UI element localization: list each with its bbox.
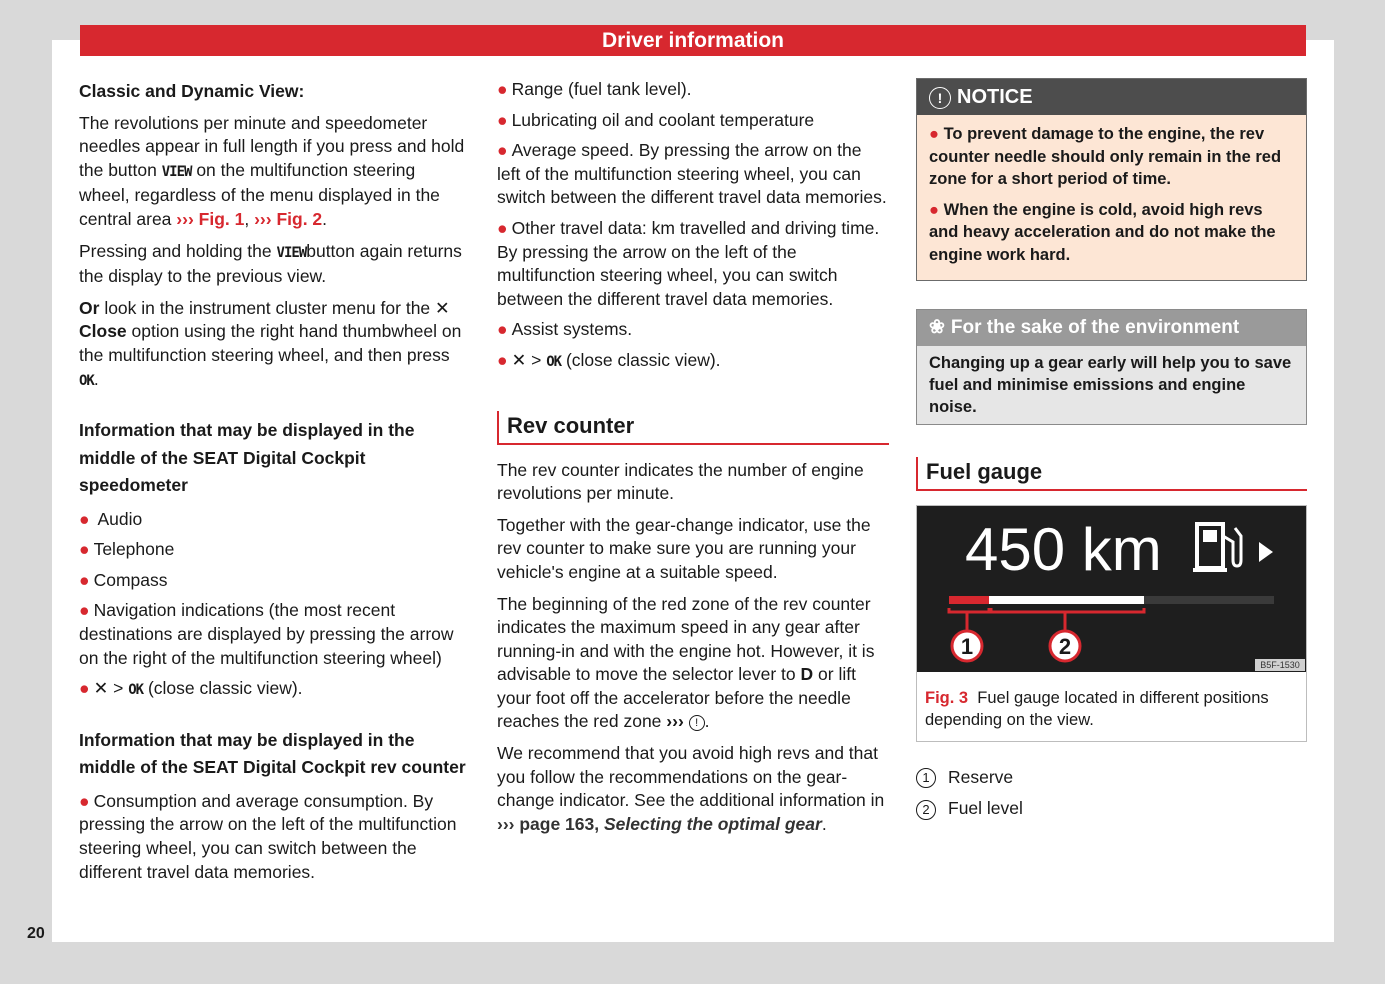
legend-item: 2 Fuel level bbox=[916, 797, 1307, 821]
paragraph-rev-3: The beginning of the red zone of the rev counter indicates the maximum speed in any gear after running-in and with the engine hot. However, it is advisable to move the selector lever to D or lift your foot off the accelerator before the needle reaches the red zone ››› ! . bbox=[497, 593, 875, 732]
list-item: ● ✕ > OK (close classic view). bbox=[79, 678, 303, 699]
paragraph-rev-2: Together with the gear-change indicator, use the rev counter to make sure you are running your vehicle's engine at a suitable speed. bbox=[497, 514, 871, 582]
list-item: ● Range (fuel tank level). bbox=[497, 79, 692, 99]
figure-caption: Fig. 3 Fuel gauge located in different positions depending on the view. bbox=[925, 688, 1269, 729]
paragraph-classic-3: Or look in the instrument cluster menu for the ✕ Close option using the right hand thumbwheel on the multifunction steering wheel, and then press OK. bbox=[79, 297, 462, 389]
environment-text: Changing up a gear early will help you to save fuel and minimise emissions and engine noise. bbox=[929, 354, 1292, 416]
list-item: ● Consumption and average consumption. By pressing the arrow on the left of the multifunction steering wheel, you can switch between the different travel data memories. bbox=[79, 790, 457, 882]
figure-label: Fig. 3 bbox=[925, 688, 969, 707]
heading-speedometer-info: Information that may be displayed in the middle of the SEAT Digital Cockpit speedometer bbox=[79, 420, 415, 496]
paragraph-classic-1: The revolutions per minute and speedometer needles appear in full length if you press and hold the button VIEW on the multifunction steering wheel, regardless of the menu displayed in the central area ››› Fig. 1, ››› Fig. 2. bbox=[79, 112, 465, 229]
range-readout: 450 km bbox=[965, 516, 1162, 583]
fuel-gauge-image bbox=[917, 506, 1306, 672]
reserve-zone bbox=[949, 596, 989, 604]
flower-icon: ❀ bbox=[929, 317, 945, 338]
warning-icon: ! bbox=[689, 715, 705, 731]
legend-item: 1 Reserve bbox=[916, 766, 1307, 790]
environment-box bbox=[916, 309, 1307, 425]
section-title-rev-counter: Rev counter bbox=[497, 411, 889, 445]
view-key: VIEW bbox=[276, 244, 307, 261]
page-163-link[interactable]: ››› page 163, bbox=[497, 813, 600, 834]
figure-code: B5F-1530 bbox=[1260, 660, 1300, 670]
fig1-link[interactable]: ››› Fig. 1 bbox=[176, 208, 245, 229]
heading-classic-view: Classic and Dynamic View: bbox=[79, 81, 305, 101]
column-right bbox=[916, 78, 1307, 829]
paragraph-rev-1: The rev counter indicates the number of engine revolutions per minute. bbox=[497, 459, 864, 504]
list-item: ● Assist systems. bbox=[497, 319, 633, 340]
paragraph-rev-4: We recommend that you avoid high revs and that you follow the recommendations on the gear-change indicator. See the additional information in ››› page 163, Selecting the optimal gear. bbox=[497, 743, 885, 834]
view-key: VIEW bbox=[161, 163, 192, 180]
notice-item: ● To prevent damage to the engine, the rev counter needle should only remain in the red zone for a short period of time. bbox=[929, 125, 1282, 188]
list-item: ● Lubricating oil and coolant temperature bbox=[497, 109, 815, 130]
svg-text:2: 2 bbox=[1058, 634, 1072, 659]
ok-key: OK bbox=[79, 372, 94, 389]
list-item: ● Compass bbox=[79, 569, 168, 590]
list-item: ● Average speed. By pressing the arrow on the left of the multifunction steering wheel, you can switch between the different travel data memories. bbox=[497, 140, 887, 208]
svg-text:1: 1 bbox=[960, 634, 974, 659]
column-middle bbox=[497, 78, 889, 844]
paragraph-classic-2: Pressing and holding the VIEWbutton again returns the display to the previous view. bbox=[79, 240, 462, 287]
list-item: ● Audio bbox=[79, 508, 143, 529]
figure-legend bbox=[916, 766, 1307, 821]
list-item: ● Navigation indications (the most recent destinations are displayed by pressing the arrow on the right of the multifunction steering wheel) bbox=[79, 600, 454, 668]
figure-fuel-gauge bbox=[916, 505, 1307, 742]
list-item: ● Telephone bbox=[79, 539, 175, 560]
list-item: ● ✕ > OK (close classic view). bbox=[497, 349, 721, 370]
page-number: 20 bbox=[27, 925, 45, 942]
notice-link[interactable]: ››› bbox=[666, 711, 684, 732]
heading-rev-counter-info: Information that may be displayed in the middle of the SEAT Digital Cockpit rev counter bbox=[79, 729, 466, 778]
column-left bbox=[79, 80, 469, 891]
notice-box bbox=[916, 78, 1307, 281]
notice-header: ! NOTICE bbox=[917, 79, 1306, 115]
environment-header: ❀ For the sake of the environment bbox=[917, 310, 1306, 346]
fig2-link[interactable]: ››› Fig. 2 bbox=[254, 208, 323, 229]
exclamation-icon: ! bbox=[929, 87, 951, 109]
page-header: Driver information bbox=[80, 25, 1306, 56]
list-item: ● Other travel data: km travelled and driving time. By pressing the arrow on the left of the multifunction steering wheel, you can switch between the different travel data memories. bbox=[497, 217, 880, 309]
notice-item: ● When the engine is cold, avoid high revs and heavy acceleration and do not make the engine work hard. bbox=[929, 200, 1276, 264]
section-title-fuel-gauge: Fuel gauge bbox=[916, 457, 1307, 491]
